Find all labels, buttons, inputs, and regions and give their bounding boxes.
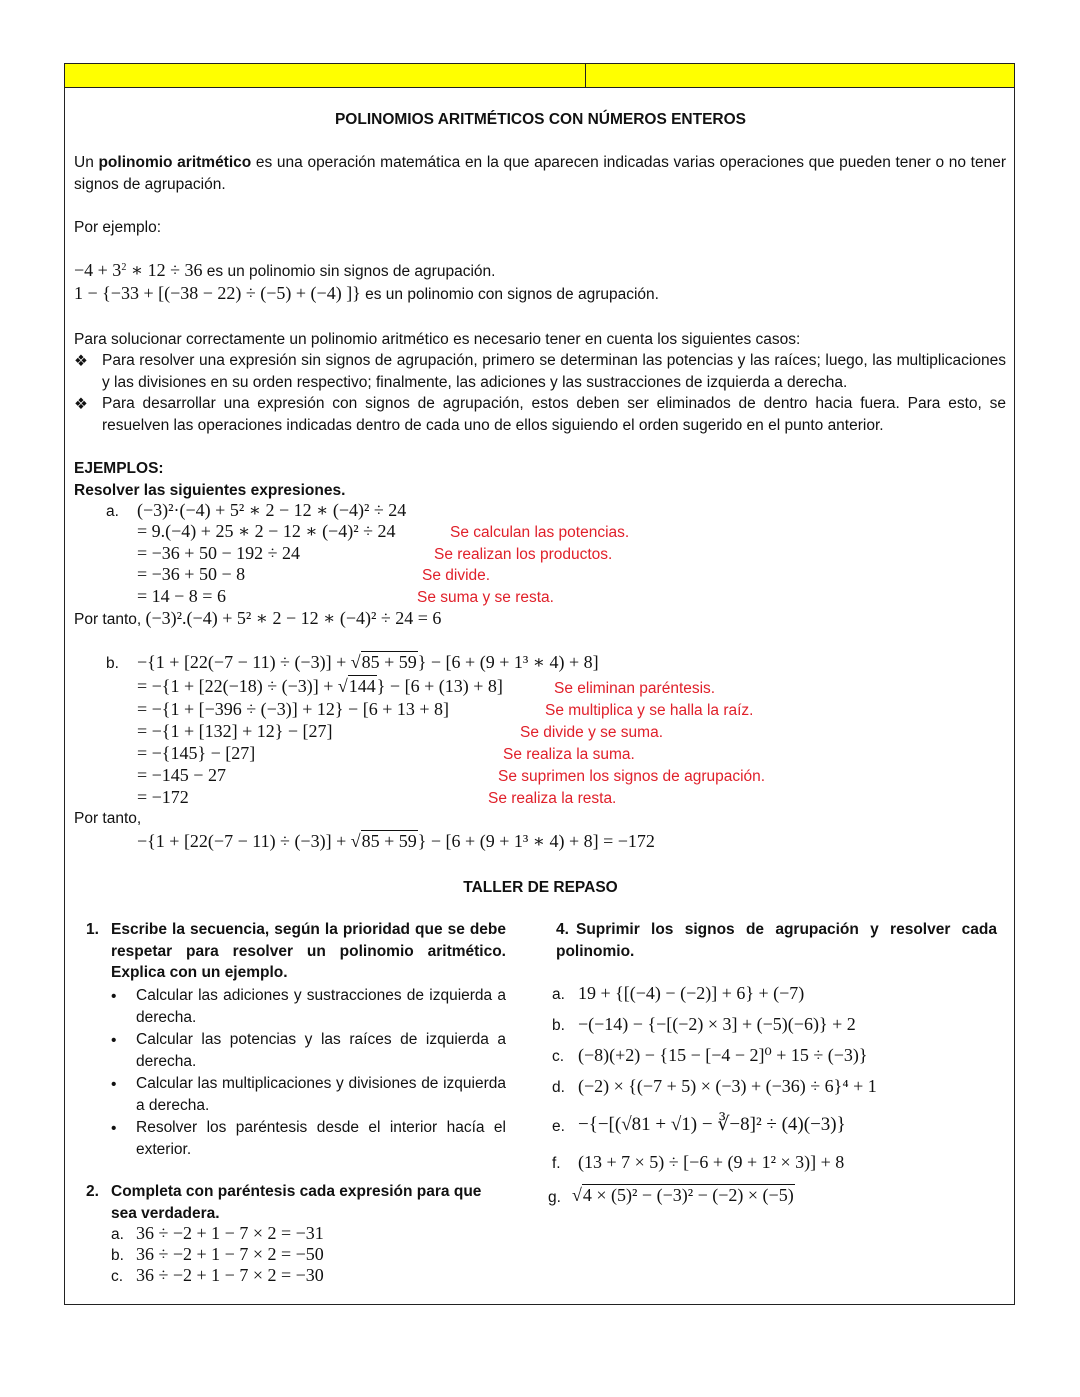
example-b-note: Se realiza la suma. <box>503 746 635 763</box>
q4-item-expr: 19 + {[(−4) − (−2)] + 6} + (−7) <box>578 983 805 1003</box>
example-b-step: = −145 − 27 <box>137 765 226 785</box>
rules-lead: Para solucionar correctamente un polinomio aritmético es necesario tener en cuenta los siguientes casos: <box>74 331 801 348</box>
taller-heading: TALLER DE REPASO <box>463 879 618 896</box>
example-line-1 <box>74 260 495 282</box>
q4-item-label: b. <box>552 1017 565 1034</box>
example-b-step: = −172 <box>137 787 189 807</box>
q4-item-expr: (−8)(+2) − {15 − [−4 − 2]⁰ + 15 ÷ (−3)} <box>578 1045 868 1065</box>
example-b-note: Se multiplica y se halla la raíz. <box>545 702 754 719</box>
page-title: POLINOMIOS ARITMÉTICOS CON NÚMEROS ENTEROS <box>334 111 747 128</box>
bullet-dot-icon: • <box>111 1076 117 1093</box>
example-line-2 <box>74 283 659 305</box>
q2-item-expr: 36 ÷ −2 + 1 − 7 × 2 = −30 <box>136 1265 324 1285</box>
q4-item-label: d. <box>552 1079 565 1096</box>
q4-item-label: e. <box>552 1118 565 1135</box>
conclusion-label: Por tanto, <box>74 611 146 628</box>
q4-item-expr: −(−14) − {−[(−2) × 3] + (−5)(−6)} + 2 <box>578 1014 856 1034</box>
q2-item-label: c. <box>111 1268 124 1285</box>
expr-part: = −{1 + [22(−18) ÷ (−3)] + √ <box>137 676 348 696</box>
q2-item-expr: 36 ÷ −2 + 1 − 7 × 2 = −31 <box>136 1223 324 1243</box>
example-b-step <box>137 652 599 673</box>
q4-item-label: a. <box>552 986 565 1003</box>
q4-item-expr: (13 + 7 × 5) ÷ [−6 + (9 + 1² × 3)] + 8 <box>578 1152 845 1172</box>
example-a-label: a. <box>106 503 119 520</box>
rule-item-2: Para desarrollar una expresión con signos de agrupación, estos deben ser eliminados de dentro hacia fuera. Para esto, se resuelven las operaciones indicadas dentro de cada uno de ellos siguiendo el orden sugerido en el punto anterior. <box>102 395 1006 434</box>
sqrt-icon: √ <box>572 1185 582 1205</box>
example1-sup: 2 <box>121 261 127 273</box>
sqrt-radicand: 144 <box>348 676 376 696</box>
expr-part: } − [6 + (13) + 8] <box>376 676 503 696</box>
example1-text: es un polinomio sin signos de agrupación. <box>202 263 496 280</box>
q4-item-expr: (−2) × {(−7 + 5) × (−3) + (−36) ÷ 6}⁴ + 1 <box>578 1076 877 1096</box>
intro-term: polinomio aritmético <box>98 154 252 171</box>
bullet-dot-icon: • <box>111 1032 117 1049</box>
example-b-note: Se eliminan paréntesis. <box>554 680 716 697</box>
example-b-note: Se suprimen los signos de agrupación. <box>498 768 766 785</box>
example-b-step: = −{145} − [27] <box>137 743 256 763</box>
expr-part: −{1 + [22(−7 − 11) ÷ (−3)] + √ <box>137 831 361 851</box>
rule-bullet-icon-2: ❖ <box>74 396 88 413</box>
q1-bullet: Calcular las adiciones y sustracciones de izquierda a derecha. <box>136 987 506 1026</box>
intro-paragraph <box>74 152 1006 196</box>
example-a-step: = 14 − 8 = 6 <box>137 586 226 606</box>
example-a-note: Se divide. <box>422 567 491 584</box>
examples-subheading: Resolver las siguientes expresiones. <box>74 482 346 499</box>
examples-heading: EJEMPLOS: <box>74 460 164 477</box>
example2-text: es un polinomio con signos de agrupación. <box>360 286 659 303</box>
q2-item-label: a. <box>111 1226 124 1243</box>
expr-part: } − [6 + (9 + 1³ ∗ 4) + 8] <box>417 652 599 672</box>
example-b-conclusion-label: Por tanto, <box>74 810 142 827</box>
example-a-note: Se realizan los productos. <box>434 546 613 563</box>
q4-item-label: c. <box>552 1048 565 1065</box>
example-b-step <box>137 676 503 697</box>
example-label: Por ejemplo: <box>74 219 162 236</box>
rule-bullet-icon-1: ❖ <box>74 353 88 370</box>
bullet-dot-icon: • <box>111 1120 117 1137</box>
q4-item-label: f. <box>552 1155 561 1172</box>
rule-item-1: Para resolver una expresión sin signos de agrupación, primero se determinan las potencias y las raíces; luego, las multiplicaciones y las divisiones en su orden respectivo; finalmente, las adiciones y las sustracciones de izquierda a derecha. <box>102 352 1006 391</box>
example-a-note: Se calculan las potencias. <box>450 524 630 541</box>
example2-expr: 1 − {−33 + [(−38 − 22) ÷ (−5) + (−4) ]} <box>74 283 361 303</box>
example1-expr-b: ∗ 12 ÷ 36 <box>126 260 203 280</box>
q1-bullet: Resolver los paréntesis desde el interior hacía el exterior. <box>136 1119 506 1158</box>
example-a-step: = −36 + 50 − 192 ÷ 24 <box>137 543 300 563</box>
q2-item-expr: 36 ÷ −2 + 1 − 7 × 2 = −50 <box>136 1244 324 1264</box>
q2-number: 2. <box>86 1183 99 1200</box>
bullet-dot-icon: • <box>111 988 117 1005</box>
intro-prefix: Un <box>74 154 99 171</box>
expr-part: −{1 + [22(−7 − 11) ÷ (−3)] + √ <box>137 652 361 672</box>
example-b-label: b. <box>106 655 119 672</box>
example-a-step: = −36 + 50 − 8 <box>137 564 246 584</box>
q2-item-label: b. <box>111 1247 124 1264</box>
sqrt-radicand: 4 × (5)² − (−3)² − (−2) × (−5) <box>582 1185 794 1205</box>
example-b-note: Se divide y se suma. <box>520 724 664 741</box>
q2-text: Completa con paréntesis cada expresión para que sea verdadera. <box>111 1183 482 1222</box>
example-b-conclusion <box>137 831 655 852</box>
q1-bullet: Calcular las potencias y las raíces de izquierda a derecha. <box>136 1031 506 1070</box>
example-a-note: Se suma y se resta. <box>417 589 554 606</box>
q4-item-expr: −{−[(√81 + √1) − ∛−8]² ÷ (4)(−3)} <box>578 1114 846 1135</box>
example-b-note: Se realiza la resta. <box>488 790 617 807</box>
header-row <box>65 64 1014 88</box>
conclusion-expr: (−3)².(−4) + 5² ∗ 2 − 12 ∗ (−4)² ÷ 24 = 6 <box>145 608 442 628</box>
q4-item-label: g. <box>548 1189 561 1206</box>
intro-rest: es una operación matemática en la que aparecen indicadas varias operaciones que pueden tener o no tener signos de agrupación. <box>74 154 1006 193</box>
q1-number: 1. <box>86 921 99 938</box>
q1-text: Escribe la secuencia, según la prioridad que se debe respetar para resolver un polinomio aritmético. Explica con un ejemplo. <box>111 921 506 981</box>
q4-number: 4. <box>556 921 569 938</box>
header-cell-left <box>65 64 586 87</box>
example-a-step: (−3)²·(−4) + 5² ∗ 2 − 12 ∗ (−4)² ÷ 24 <box>137 500 407 520</box>
q4-item-expr <box>572 1185 795 1206</box>
example1-expr: −4 + 3 <box>74 260 122 280</box>
example-a-conclusion <box>74 608 441 630</box>
q1-bullet: Calcular las multiplicaciones y divisiones de izquierda a derecha. <box>136 1075 506 1114</box>
example-b-step: = −{1 + [−396 ÷ (−3)] + 12} − [6 + 13 + 8] <box>137 699 449 719</box>
example-a-step: = 9.(−4) + 25 ∗ 2 − 12 ∗ (−4)² ÷ 24 <box>137 521 396 541</box>
expr-part: } − [6 + (9 + 1³ ∗ 4) + 8] = −172 <box>417 831 655 851</box>
sqrt-radicand: 85 + 59 <box>361 831 417 851</box>
example-b-step: = −{1 + [132] + 12} − [27] <box>137 721 333 741</box>
document-frame <box>64 63 1015 1305</box>
sqrt-radicand: 85 + 59 <box>361 652 417 672</box>
q4-text: Suprimir los signos de agrupación y resolver cada polinomio. <box>556 921 997 960</box>
header-cell-right <box>586 64 1014 87</box>
